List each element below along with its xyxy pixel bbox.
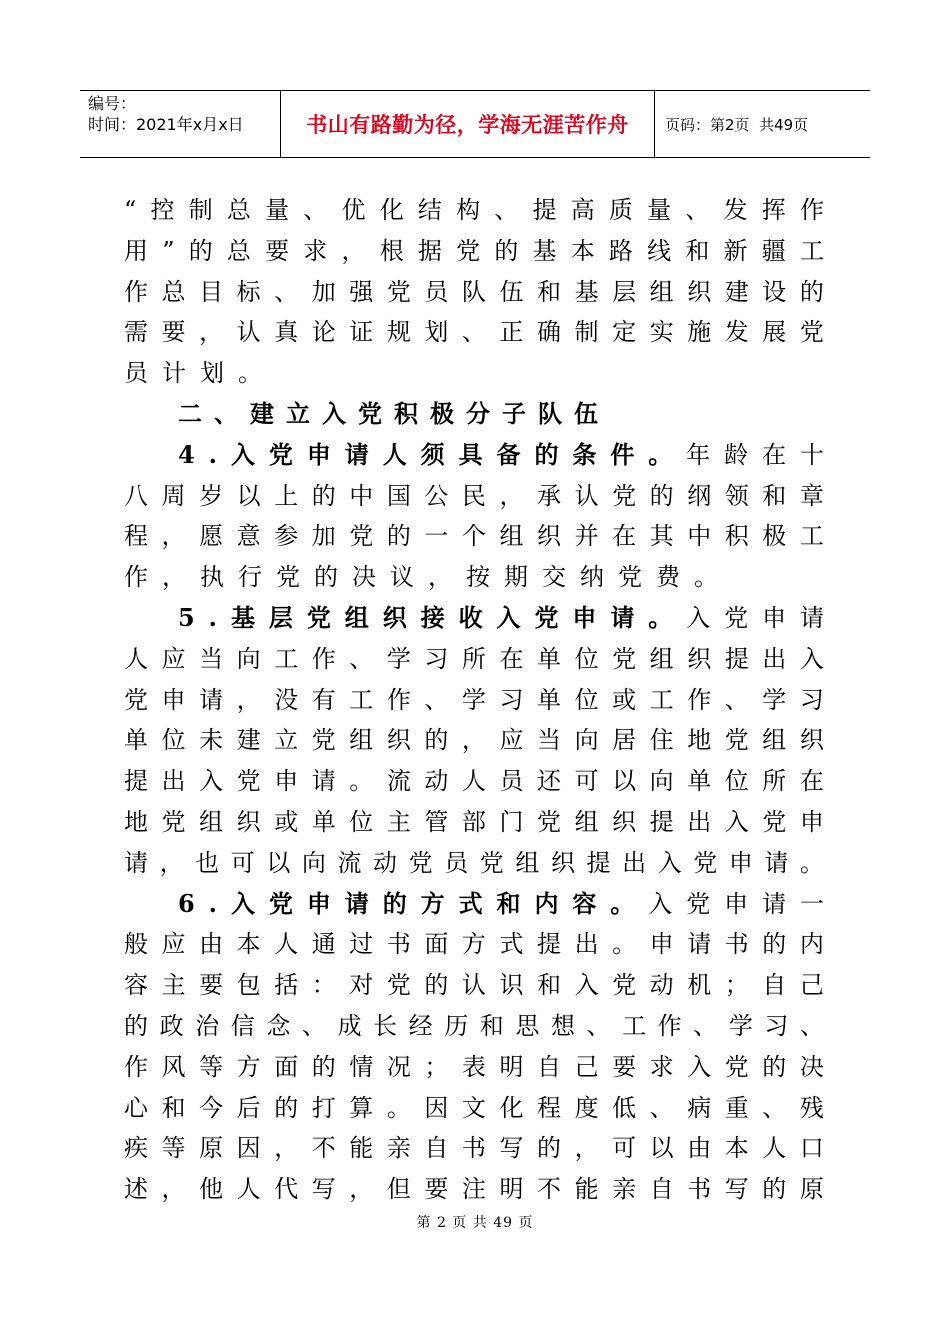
body-line: 作 总 目 标 、 加 强 党 员 队 伍 和 基 层 组 织 建 设 的 (124, 277, 824, 306)
header-page-info (655, 91, 870, 157)
body-line: 心 和 今 后 的 打 算 。 因 文 化 程 度 低 、 病 重 、 残 (124, 1093, 824, 1122)
body-line: 6 . 入 党 申 请 的 方 式 和 内 容 。 入 党 申 请 一 (178, 888, 824, 918)
header-motto: 书山有路勤为径，学海无涯苦作舟 (281, 91, 655, 157)
body-line: “ 控 制 总 量 、 优 化 结 构 、 提 高 质 量 、 发 挥 作 (124, 196, 824, 224)
body-line: 用 ” 的 总 要 求 ， 根 据 党 的 基 本 路 线 和 新 疆 工 (124, 236, 824, 265)
body-line: 人 应 当 向 工 作 、 学 习 所 在 单 位 党 组 织 提 出 入 (124, 644, 824, 673)
body-line: 八 周 岁 以 上 的 中 国 公 民 ， 承 认 党 的 纲 领 和 章 (124, 481, 824, 510)
body-line: 请 ， 也 可 以 向 流 动 党 员 党 组 织 提 出 入 党 申 请 。 (124, 848, 824, 877)
time-label: 时间：2021年x月x日 (88, 115, 244, 134)
body-line: 般 应 由 本 人 通 过 书 面 方 式 提 出 。 申 请 书 的 内 (124, 930, 824, 959)
body-line: 4 . 入 党 申 请 人 须 具 备 的 条 件 。 年 龄 在 十 (178, 439, 824, 469)
body-line: 需 要 ， 认 真 论 证 规 划 、 正 确 制 定 实 施 发 展 党 (124, 318, 824, 347)
header-meta (80, 91, 281, 157)
body-line: 述 ， 他 人 代 写 ， 但 要 注 明 不 能 亲 自 书 写 的 原 (124, 1175, 824, 1204)
document-body (124, 190, 824, 1210)
body-line: 地 党 组 织 或 单 位 主 管 部 门 党 组 织 提 出 入 党 申 (124, 807, 824, 836)
page-info-text: 页码：第2页 共49页 (665, 115, 809, 134)
body-line: 单 位 未 建 立 党 组 织 的 ， 应 当 向 居 住 地 党 组 织 (124, 726, 824, 755)
body-line: 5 . 基 层 党 组 织 接 收 入 党 申 请 。 入 党 申 请 (178, 602, 824, 632)
body-line: 作 风 等 方 面 的 情 况 ； 表 明 自 己 要 求 入 党 的 决 (124, 1052, 824, 1081)
body-line: 程 ， 愿 意 参 加 党 的 一 个 组 织 并 在 其 中 积 极 工 (124, 522, 824, 551)
body-line: 二 、 建 立 入 党 积 极 分 子 队 伍 (178, 398, 598, 428)
body-line: 疾 等 原 因 ， 不 能 亲 自 书 写 的 ， 可 以 由 本 人 口 (124, 1134, 824, 1163)
page-footer: 第 2 页 共 49 页 (416, 1215, 534, 1231)
serial-label: 编号： (88, 94, 137, 113)
document-header (80, 90, 870, 158)
body-line: 党 申 请 ， 没 有 工 作 、 学 习 单 位 或 工 作 、 学 习 (124, 685, 824, 714)
body-line: 的 政 治 信 念 、 成 长 经 历 和 思 想 、 工 作 、 学 习 、 (124, 1011, 824, 1040)
body-line: 员 计 划 。 (124, 359, 262, 388)
body-line: 提 出 入 党 申 请 。 流 动 人 员 还 可 以 向 单 位 所 在 (124, 767, 824, 796)
body-line: 作 ， 执 行 党 的 决 议 ， 按 期 交 纳 党 费 。 (124, 563, 718, 592)
body-line: 容 主 要 包 括 ： 对 党 的 认 识 和 入 党 动 机 ； 自 己 (124, 971, 824, 1000)
